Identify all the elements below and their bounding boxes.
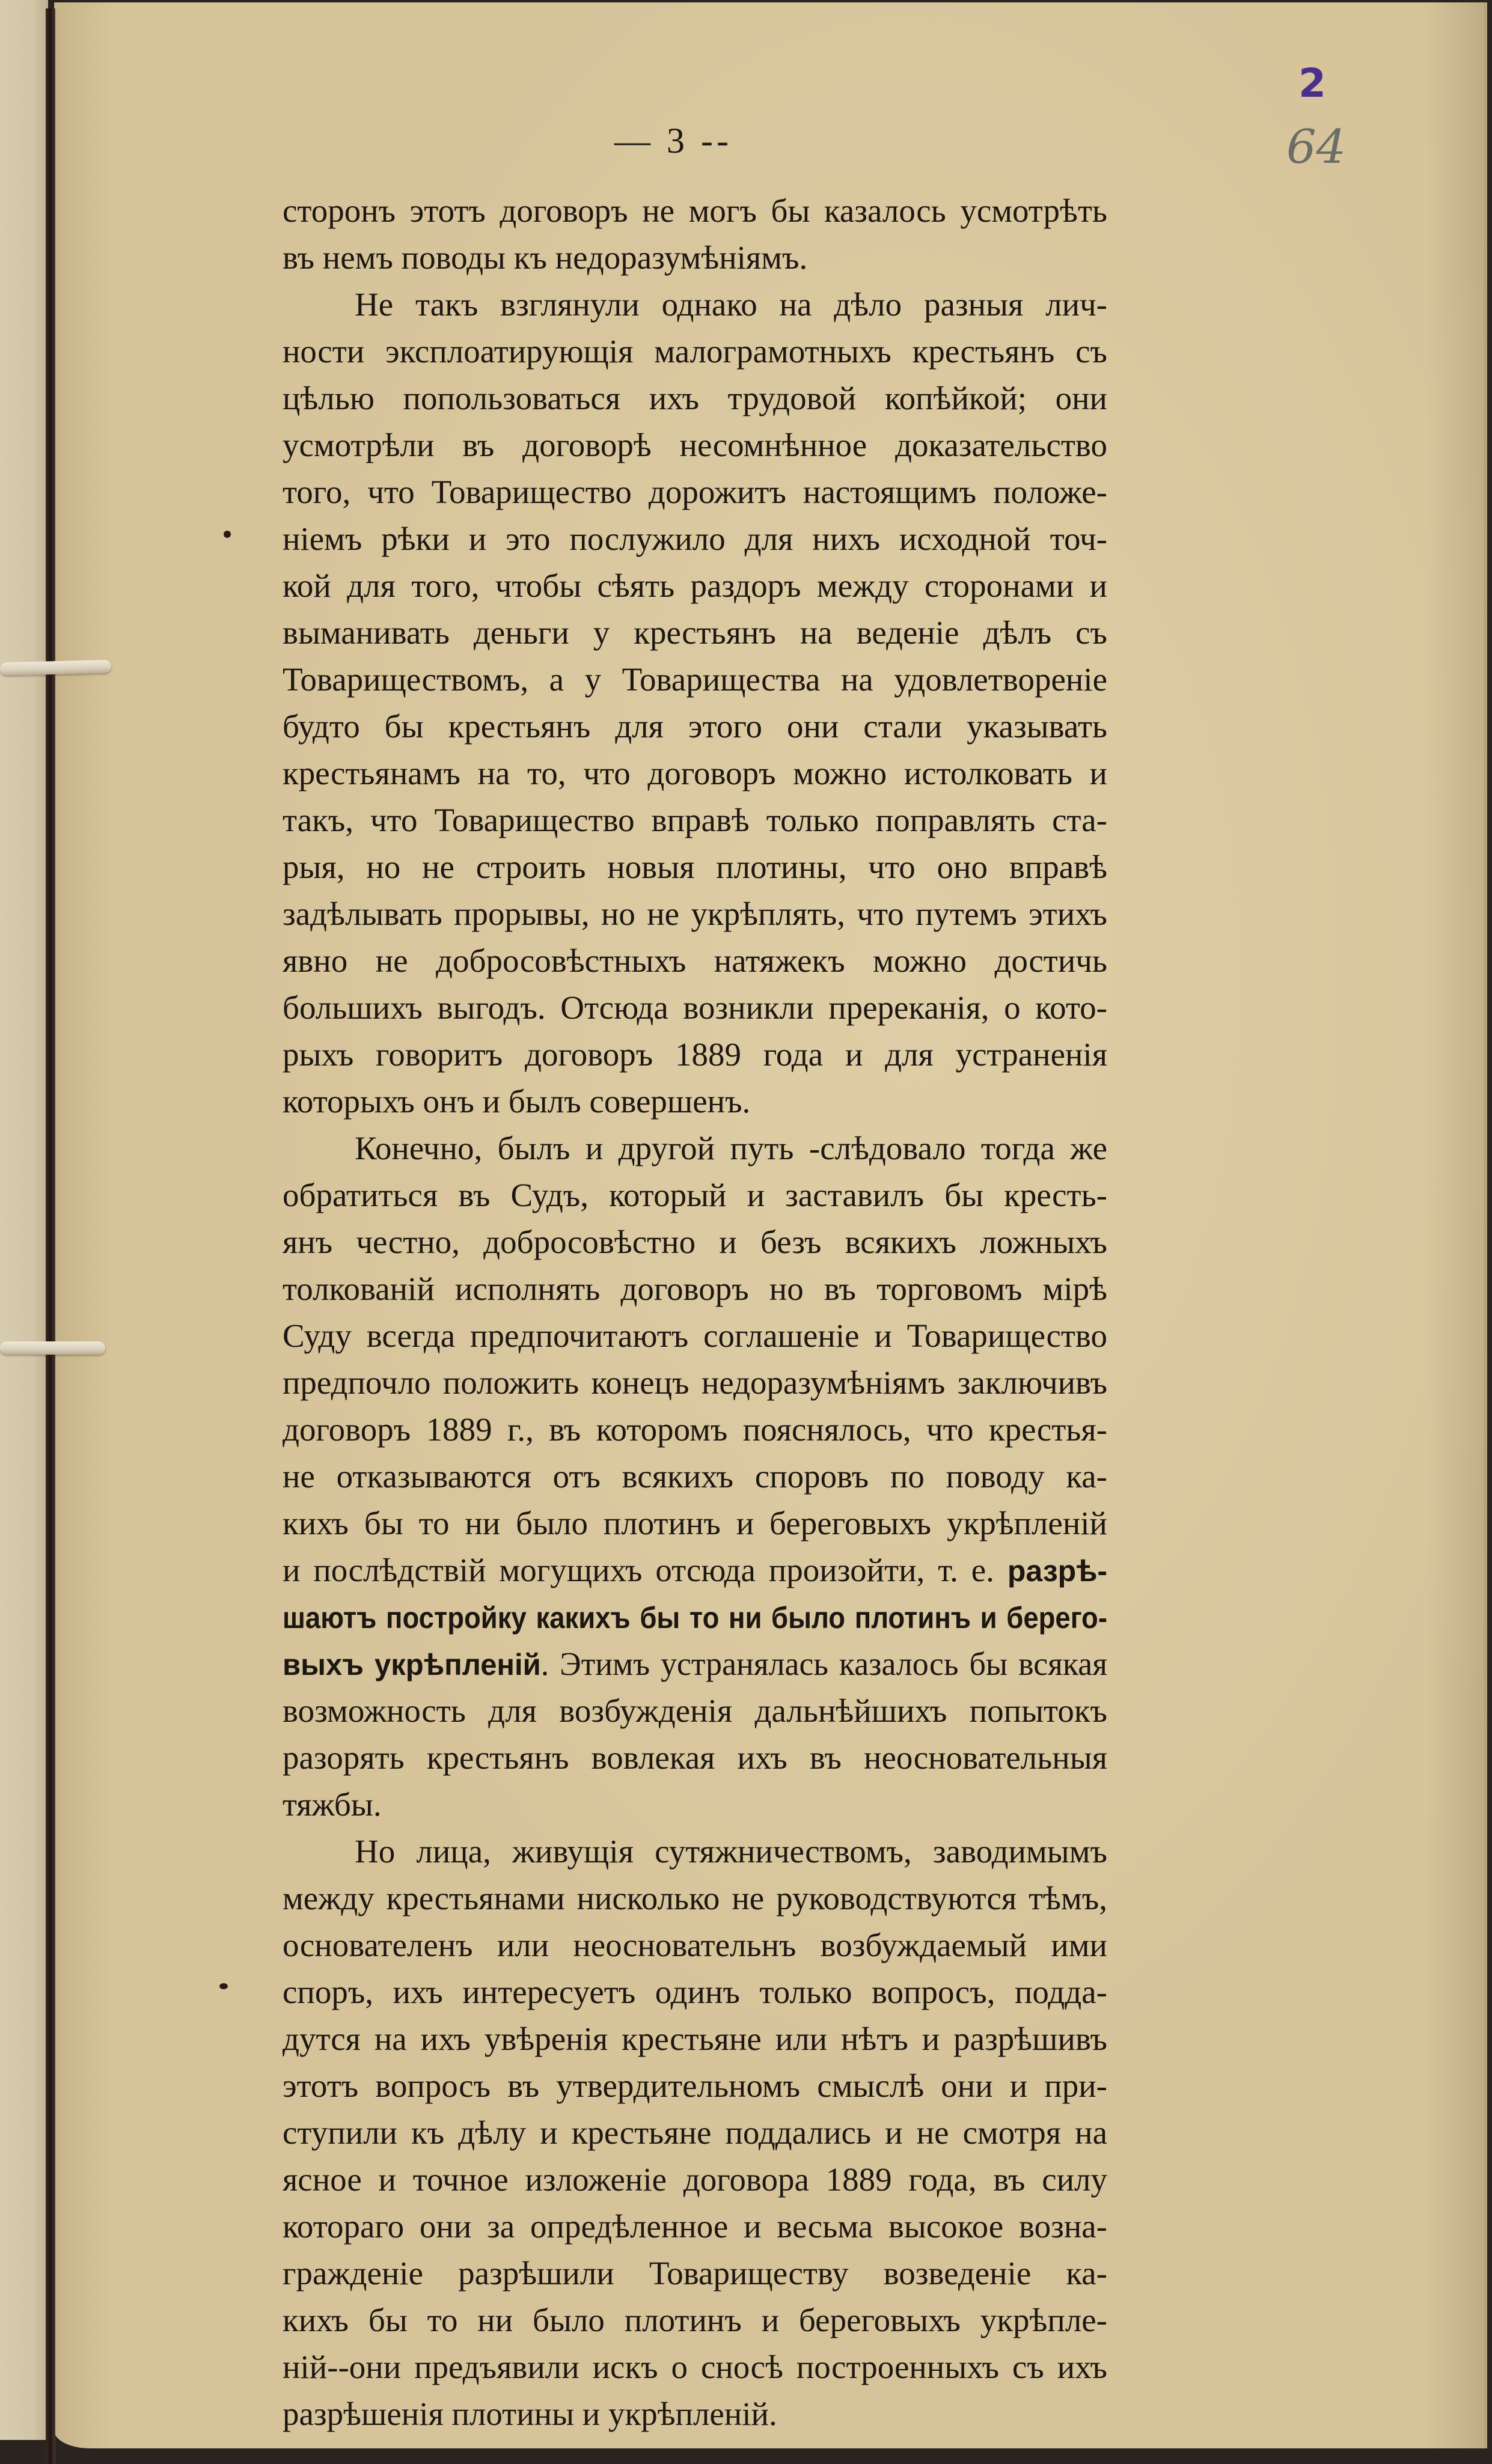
- text-line: Товариществомъ, а у Товарищества на удовлетвореніе: [283, 661, 1107, 698]
- emphasized-text: разрѣ-: [1007, 1554, 1107, 1588]
- text-line: янъ честно, добросовѣстно и безъ всякихъ ложныхъ: [283, 1224, 1107, 1260]
- text-line: ясное и точное изложеніе договора 1889 года, въ силу: [283, 2161, 1107, 2198]
- emphasized-text: шаютъ постройку какихъ бы то ни было плотинъ и берего-: [283, 1601, 1107, 1635]
- text-line: будто бы крестьянъ для этого они стали указывать: [283, 708, 1107, 745]
- body-text: [283, 188, 1107, 2438]
- text-line: выманивать деньги у крестьянъ на веденіе дѣлъ съ: [283, 614, 1107, 651]
- text-line: [283, 1641, 1107, 1688]
- text-line: разорять крестьянъ вовлекая ихъ въ неосновательныя: [283, 1739, 1107, 1776]
- text-line: между крестьянами нисколько не руководствуются тѣмъ,: [283, 1880, 1107, 1917]
- text-line: ній--они предъявили искъ о сносѣ построенныхъ съ ихъ: [283, 2349, 1107, 2385]
- text-line: кой для того, чтобы сѣять раздоръ между сторонами и: [283, 567, 1107, 604]
- text-line: возможность для возбужденія дальнѣйшихъ попытокъ: [283, 1692, 1107, 1729]
- text-line: Но лица, живущія сутяжничествомъ, заводимымъ: [355, 1833, 1107, 1870]
- text-line: обратиться въ Судъ, который и заставилъ бы кресть-: [283, 1177, 1107, 1213]
- text-line: Конечно, былъ и другой путь -слѣдовало тогда же: [355, 1130, 1107, 1166]
- text-line: въ немъ поводы къ недоразумѣніямъ.: [283, 239, 808, 276]
- text-line: сторонъ этотъ договоръ не могъ бы казалось усмотрѣть: [283, 192, 1107, 229]
- text-line: крестьянамъ на то, что договоръ можно истолковать и: [283, 755, 1107, 791]
- previous-page-edge: [0, 0, 48, 2440]
- text-line: не отказываются отъ всякихъ споровъ по поводу ка-: [283, 1458, 1107, 1495]
- text-line: разрѣшенія плотины и укрѣпленій.: [283, 2395, 777, 2432]
- paragraph: [283, 1828, 1107, 2438]
- text-line: основателенъ или неосновательнъ возбуждаемый ими: [283, 1927, 1107, 1963]
- ink-spot: [224, 531, 231, 538]
- text-line: [283, 1547, 1107, 1594]
- text-line: ности эксплоатирующія малограмотныхъ крестьянъ съ: [283, 333, 1107, 370]
- text-line: гражденіе разрѣшили Товариществу возведеніе ка-: [283, 2255, 1107, 2292]
- text-line: большихъ выгодъ. Отсюда возникли пререканія, о кото-: [283, 989, 1107, 1026]
- text-line: рыхъ говоритъ договоръ 1889 года и для устраненія: [283, 1036, 1107, 1073]
- page-number: — 3 --: [614, 121, 732, 160]
- paragraph: [283, 188, 1107, 281]
- binding-thread-stitch: [0, 1341, 105, 1355]
- text-run: . Этимъ устранялась казалось бы всякая: [540, 1645, 1107, 1682]
- text-line: споръ, ихъ интересуетъ одинъ только вопросъ, подда-: [283, 1974, 1107, 2010]
- text-line: этотъ вопросъ въ утвердительномъ смыслѣ они и при-: [283, 2067, 1107, 2104]
- text-line: кихъ бы то ни было плотинъ и береговыхъ укрѣпле-: [283, 2302, 1107, 2338]
- handwritten-sheet-number: 2: [1298, 60, 1326, 106]
- text-line: договоръ 1889 г., въ которомъ пояснялось, что крестья-: [283, 1411, 1107, 1448]
- paragraph: [283, 281, 1107, 1125]
- text-run: и послѣдствій могущихъ отсюда произойти, т. е.: [283, 1552, 1007, 1588]
- text-line: задѣлывать прорывы, но не укрѣплять, что путемъ этихъ: [283, 895, 1107, 932]
- text-line: ступили къ дѣлу и крестьяне поддались и не смотря на: [283, 2114, 1107, 2151]
- text-line: явно не добросовѣстныхъ натяжекъ можно достичь: [283, 942, 1107, 979]
- ink-spot: [219, 1983, 228, 1989]
- text-line: толкованій исполнять договоръ но въ торговомъ мірѣ: [283, 1270, 1107, 1307]
- text-line: кихъ бы то ни было плотинъ и береговыхъ укрѣпленій: [283, 1505, 1107, 1542]
- text-line: тяжбы.: [283, 1786, 382, 1823]
- emphasized-text: выхъ укрѣпленій: [283, 1648, 541, 1682]
- text-line: дутся на ихъ увѣренія крестьяне или нѣтъ и разрѣшивъ: [283, 2020, 1107, 2057]
- text-line: того, что Товарищество дорожитъ настоящимъ положе-: [283, 474, 1107, 510]
- text-line: цѣлью попользоваться ихъ трудовой копѣйкой; они: [283, 380, 1107, 416]
- text-line: ніемъ рѣки и это послужило для нихъ исходной точ-: [283, 520, 1107, 557]
- paragraph: [283, 1125, 1107, 1828]
- text-line: [283, 1594, 1107, 1641]
- handwritten-folio-number: 64: [1286, 120, 1347, 174]
- text-line: предпочло положить конецъ недоразумѣніямъ заключивъ: [283, 1364, 1107, 1401]
- binding-gutter: [46, 8, 55, 2464]
- text-line: рыя, но не строить новыя плотины, что оно вправѣ: [283, 849, 1107, 885]
- text-line: усмотрѣли въ договорѣ несомнѣнное доказательство: [283, 427, 1107, 463]
- text-line: Не такъ взглянули однако на дѣло разныя лич-: [355, 286, 1107, 323]
- page-right-edge: [1484, 2, 1487, 2448]
- text-line: которыхъ онъ и былъ совершенъ.: [283, 1083, 751, 1120]
- text-line: Суду всегда предпочитаютъ соглашеніе и Товарищество: [283, 1317, 1107, 1354]
- text-line: такъ, что Товарищество вправѣ только поправлять ста-: [283, 802, 1107, 838]
- text-line: котораго они за опредѣленное и весьма высокое возна-: [283, 2208, 1107, 2245]
